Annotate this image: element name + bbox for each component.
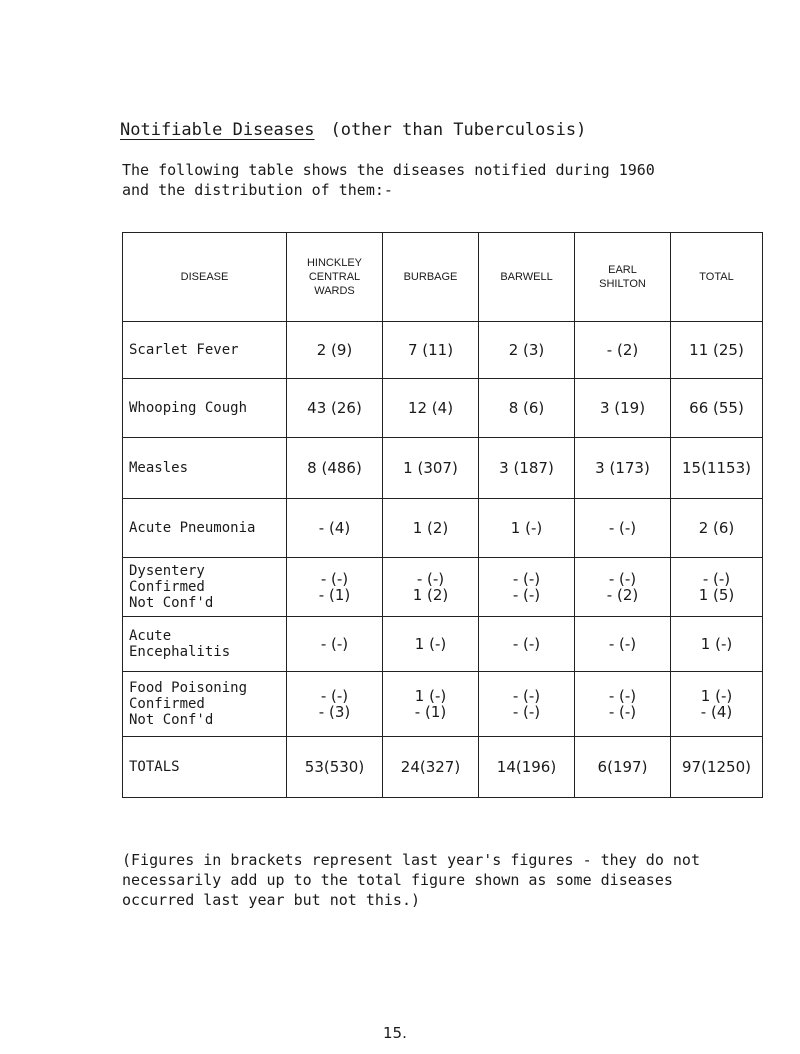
value-line: 24(327) xyxy=(400,758,461,776)
value-cell xyxy=(479,322,575,379)
value-cell xyxy=(479,558,575,617)
intro-paragraph: The following table shows the diseases notified during 1960 and the distribution of them:- xyxy=(122,161,655,199)
value-cell xyxy=(383,499,479,558)
value-cell xyxy=(287,438,383,499)
value-cell xyxy=(671,672,763,737)
value-cell xyxy=(383,322,479,379)
disease-name-line: TOTALS xyxy=(129,759,180,775)
value-cell xyxy=(671,438,763,499)
value-cell xyxy=(671,322,763,379)
value-line: - (-) xyxy=(512,569,541,588)
disease-name-cell xyxy=(123,322,287,379)
value-cell xyxy=(479,737,575,798)
disease-name-line: Confirmed xyxy=(129,579,205,595)
page-number: 15. xyxy=(383,1024,407,1042)
header-hinckley: HINCKLEY CENTRAL WARDS xyxy=(287,233,383,322)
value-line: - (-) xyxy=(608,686,637,705)
value-line: 6(197) xyxy=(597,758,648,776)
value-cell xyxy=(575,438,671,499)
header-barwell: BARWELL xyxy=(479,233,575,322)
value-cell xyxy=(479,617,575,672)
table-row xyxy=(123,558,763,617)
notifiable-diseases-table xyxy=(122,232,763,798)
value-line: 2 (9) xyxy=(316,341,353,359)
value-line: 14(196) xyxy=(496,758,557,776)
value-cell xyxy=(575,737,671,798)
disease-name-line: Not Conf'd xyxy=(129,712,214,728)
table-row xyxy=(123,379,763,438)
disease-name-line: Scarlet Fever xyxy=(129,342,239,358)
value-line: 3 (173) xyxy=(595,459,650,477)
value-line: 1 (307) xyxy=(403,459,458,477)
value-cell xyxy=(575,499,671,558)
value-cell xyxy=(575,379,671,438)
value-line: 8 (486) xyxy=(307,459,362,477)
value-line: 97(1250) xyxy=(682,758,751,776)
disease-name-line: Food Poisoning xyxy=(129,680,248,696)
value-cell xyxy=(287,672,383,737)
value-line: 1 (-) xyxy=(700,635,733,653)
disease-name-cell xyxy=(123,672,287,737)
value-cell xyxy=(575,672,671,737)
value-line: 66 (55) xyxy=(689,399,744,417)
value-line: 1 (-) xyxy=(414,635,447,653)
value-line: - (-) xyxy=(512,686,541,705)
value-line: 1 (-) xyxy=(700,686,733,705)
value-line: - (2) xyxy=(606,341,639,359)
value-cell xyxy=(383,672,479,737)
value-cell xyxy=(383,737,479,798)
disease-name-cell xyxy=(123,617,287,672)
value-cell xyxy=(287,558,383,617)
disease-name-line: Measles xyxy=(129,460,189,476)
disease-name-line: Confirmed xyxy=(129,696,205,712)
value-line: 43 (26) xyxy=(307,399,362,417)
disease-name-cell xyxy=(123,379,287,438)
heading-title: Notifiable Diseases xyxy=(120,120,315,140)
value-line: 8 (6) xyxy=(508,399,545,417)
value-line: 1 (2) xyxy=(412,519,449,537)
value-line: - (1) xyxy=(318,585,351,604)
value-cell xyxy=(671,617,763,672)
value-line: - (-) xyxy=(512,702,541,721)
table-row xyxy=(123,499,763,558)
value-line: - (-) xyxy=(320,686,349,705)
value-cell xyxy=(671,558,763,617)
table-row xyxy=(123,617,763,672)
value-line: 2 (6) xyxy=(698,519,735,537)
value-line: - (-) xyxy=(608,702,637,721)
heading-subtitle: (other than Tuberculosis) xyxy=(330,120,587,140)
value-cell xyxy=(479,499,575,558)
table-row xyxy=(123,438,763,499)
value-line: - (-) xyxy=(608,569,637,588)
header-disease: DISEASE xyxy=(123,233,287,322)
header-total: TOTAL xyxy=(671,233,763,322)
section-heading xyxy=(120,120,586,140)
value-cell xyxy=(287,322,383,379)
value-cell xyxy=(671,737,763,798)
value-line: 12 (4) xyxy=(407,399,454,417)
value-cell xyxy=(575,322,671,379)
disease-name-line: Encephalitis xyxy=(129,644,231,660)
disease-name-line: Whooping Cough xyxy=(129,400,248,416)
table-header-row xyxy=(123,233,763,322)
header-earl-shilton: EARL SHILTON xyxy=(575,233,671,322)
value-cell xyxy=(287,737,383,798)
value-line: - (1) xyxy=(414,702,447,721)
value-line: 1 (-) xyxy=(414,686,447,705)
value-cell xyxy=(479,379,575,438)
value-line: 1 (-) xyxy=(510,519,543,537)
value-line: 2 (3) xyxy=(508,341,545,359)
value-cell xyxy=(575,617,671,672)
value-line: - (-) xyxy=(608,635,637,653)
value-cell xyxy=(383,617,479,672)
value-cell xyxy=(383,379,479,438)
value-cell xyxy=(383,438,479,499)
value-cell xyxy=(671,499,763,558)
value-cell xyxy=(671,379,763,438)
table-row xyxy=(123,322,763,379)
disease-name-cell xyxy=(123,499,287,558)
value-line: - (-) xyxy=(512,585,541,604)
value-line: 3 (19) xyxy=(599,399,646,417)
disease-name-line: Acute xyxy=(129,628,172,644)
value-cell xyxy=(575,558,671,617)
value-line: 1 (2) xyxy=(412,585,449,604)
table-row xyxy=(123,672,763,737)
value-line: - (-) xyxy=(512,635,541,653)
disease-name-line: Not Conf'd xyxy=(129,595,214,611)
disease-name-cell xyxy=(123,558,287,617)
value-cell xyxy=(287,379,383,438)
value-line: - (-) xyxy=(320,635,349,653)
value-line: - (4) xyxy=(700,702,733,721)
value-line: 11 (25) xyxy=(689,341,744,359)
table-row xyxy=(123,737,763,798)
disease-name-line: Acute Pneumonia xyxy=(129,520,256,536)
header-burbage: BURBAGE xyxy=(383,233,479,322)
value-cell xyxy=(479,672,575,737)
disease-name-cell xyxy=(123,438,287,499)
value-cell xyxy=(383,558,479,617)
value-line: 1 (5) xyxy=(698,585,735,604)
disease-name-cell xyxy=(123,737,287,798)
value-cell xyxy=(479,438,575,499)
value-line: 3 (187) xyxy=(499,459,554,477)
value-line: 7 (11) xyxy=(407,341,454,359)
value-line: - (3) xyxy=(318,702,351,721)
disease-name-line: Dysentery xyxy=(129,563,205,579)
footnote: (Figures in brackets represent last year's figures - they do not necessarily add up to the total figure shown as some diseases occurred last year but not this.) xyxy=(122,851,700,909)
value-cell xyxy=(287,617,383,672)
value-line: - (-) xyxy=(416,569,445,588)
value-line: - (-) xyxy=(608,519,637,537)
value-cell xyxy=(287,499,383,558)
value-line: 53(530) xyxy=(304,758,365,776)
value-line: - (2) xyxy=(606,585,639,604)
value-line: 15(1153) xyxy=(682,459,751,477)
value-line: - (-) xyxy=(320,569,349,588)
value-line: - (4) xyxy=(318,519,351,537)
value-line: - (-) xyxy=(702,569,731,588)
